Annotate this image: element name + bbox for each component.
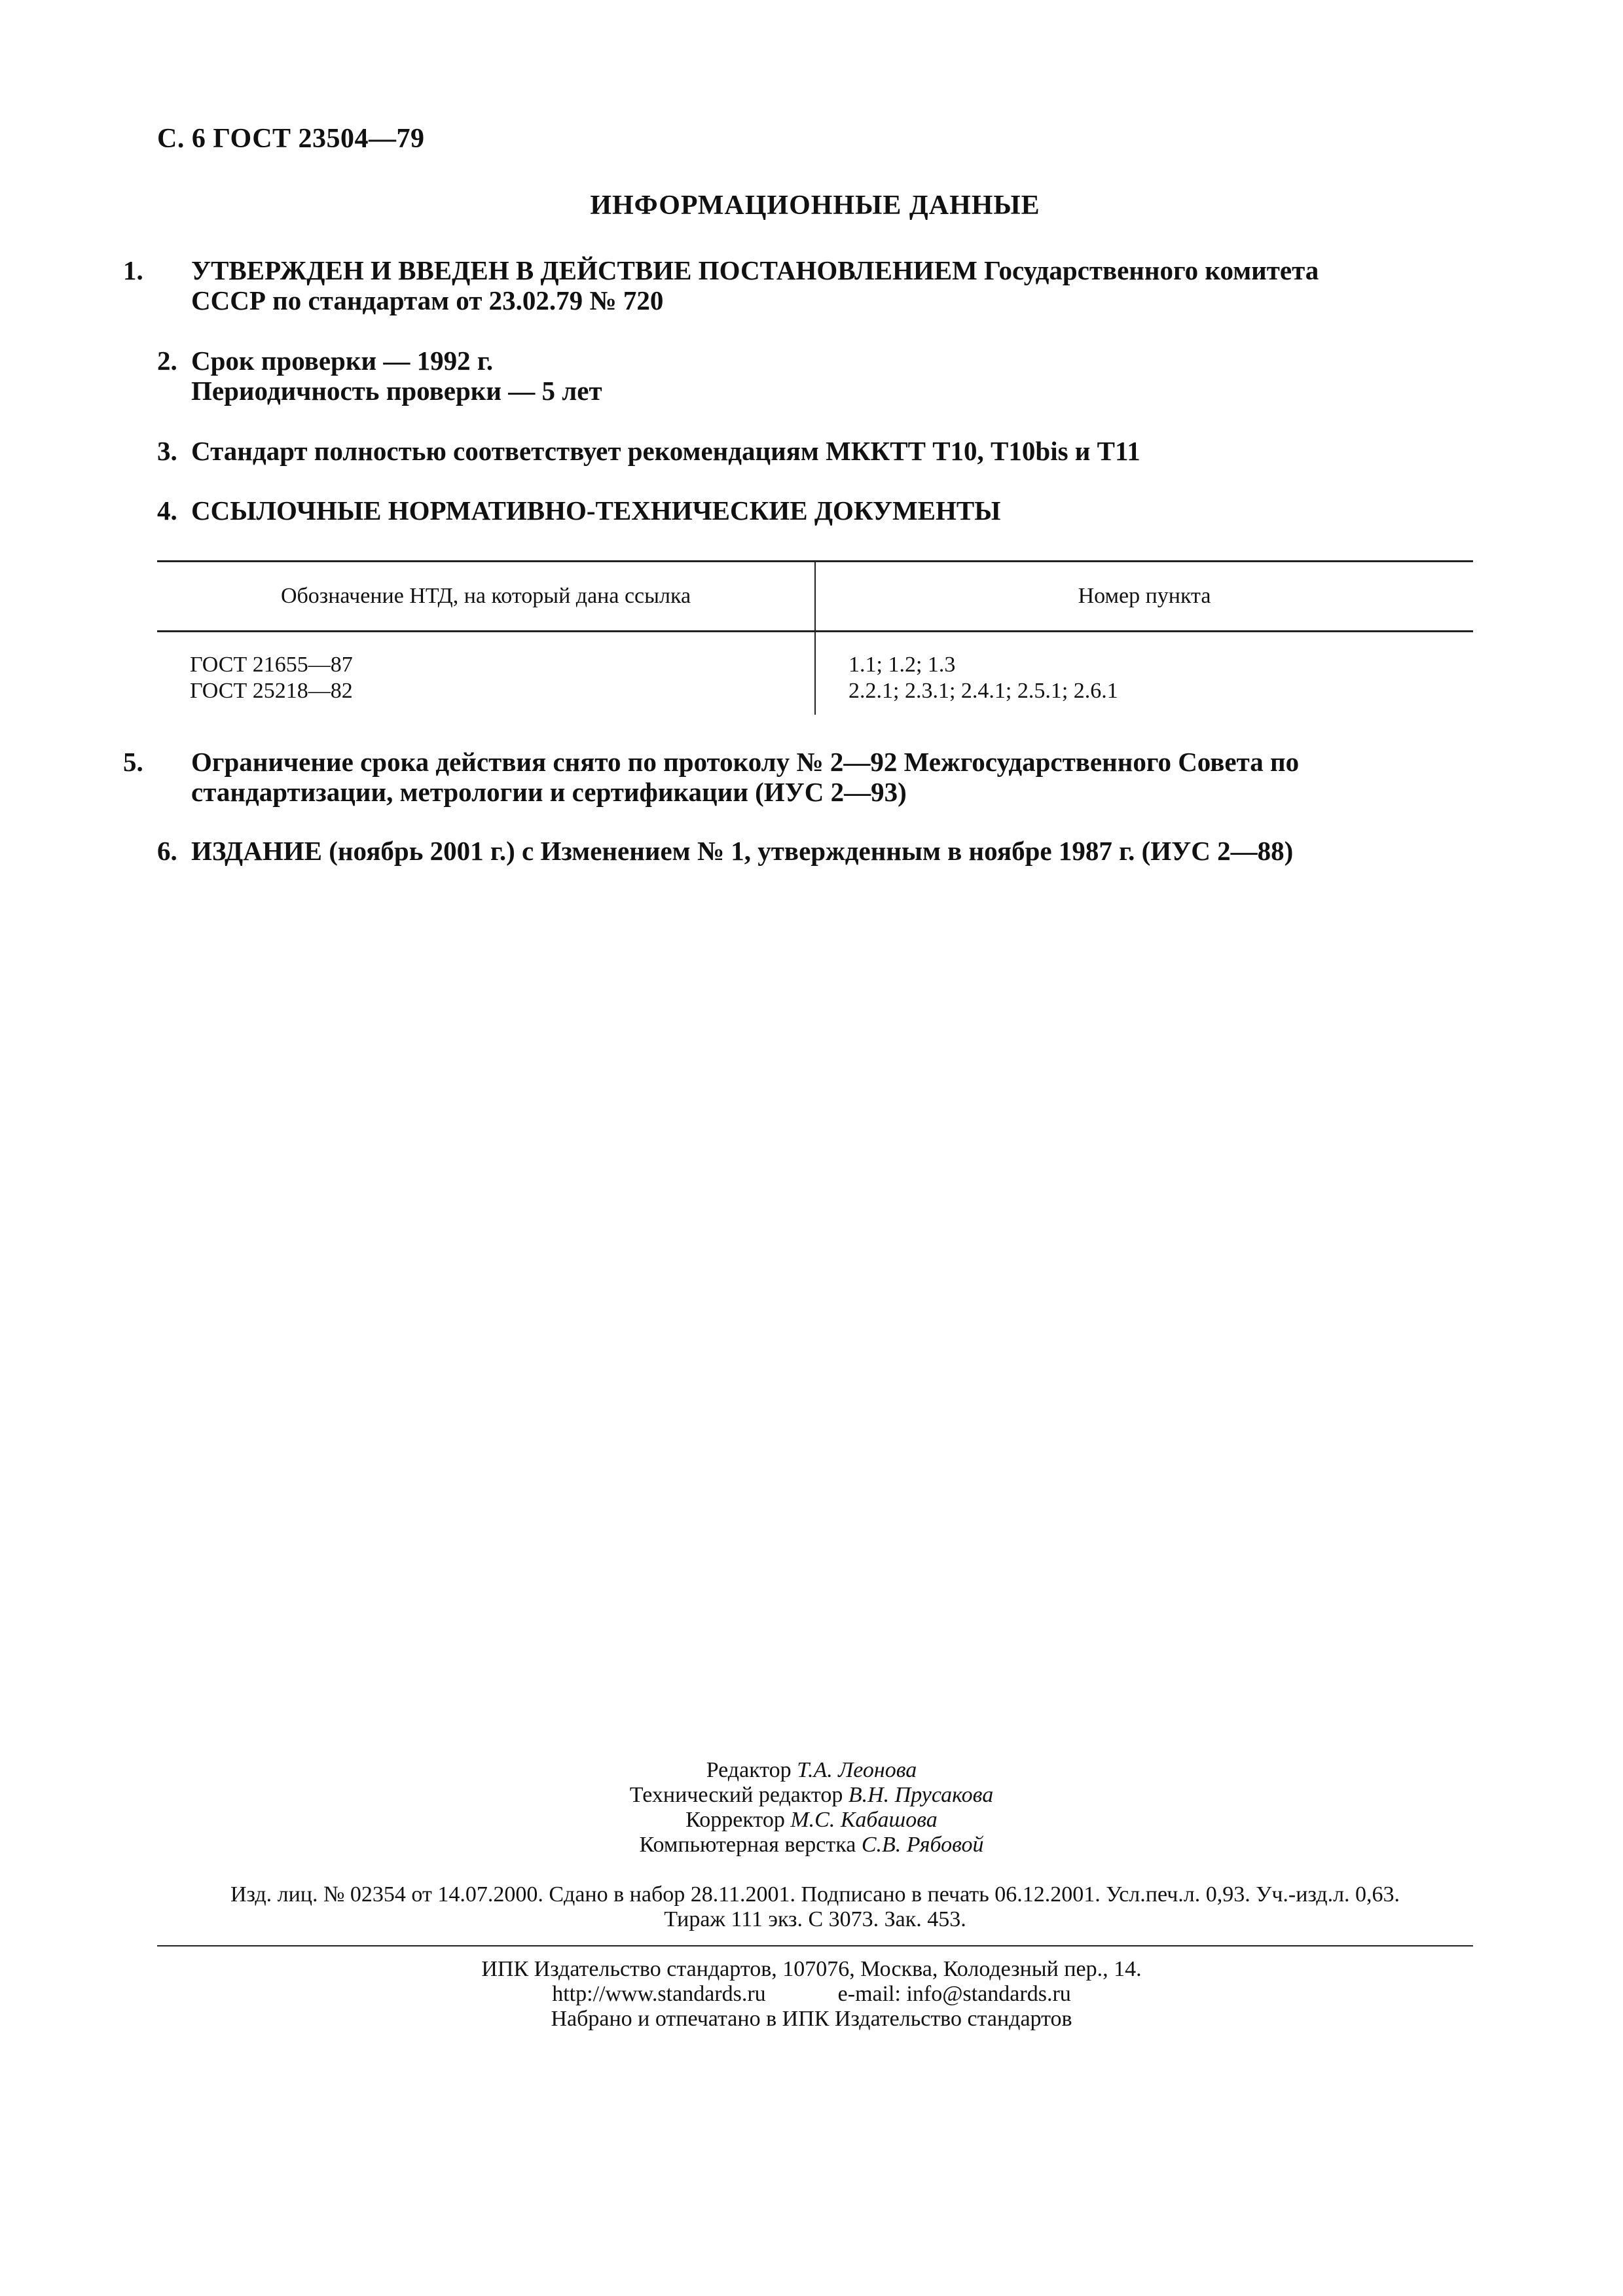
table-header-row: [157, 562, 1473, 632]
info-item-text: ИЗДАНИЕ (ноябрь 2001 г.) с Изменением № 1, утвержденным в ноябре 1987 г. (ИУС 2—88): [191, 836, 1294, 866]
info-item-number: 3.: [157, 436, 177, 466]
info-item-5: [123, 747, 1473, 807]
column-header-clause: Номер пункта: [815, 562, 1473, 632]
credit-line: [0, 1783, 1623, 1808]
info-item-5-line-1: [123, 747, 1473, 777]
credit-role: Корректор: [685, 1808, 785, 1832]
publisher-block: [0, 1957, 1623, 2032]
clause-ref: 1.1; 1.2; 1.3: [848, 653, 956, 677]
info-item-text: УТВЕРЖДЕН И ВВЕДЕН В ДЕЙСТВИЕ ПОСТАНОВЛЕНИЕМ Государственного комитета: [191, 255, 1319, 285]
credit-person: М.С. Кабашова: [790, 1808, 938, 1832]
info-item-number: 5.: [123, 747, 143, 777]
info-item-1-line-1: [123, 255, 1473, 285]
clause-ref: 2.2.1; 2.3.1; 2.4.1; 2.5.1; 2.6.1: [848, 679, 1118, 703]
info-item-text: Срок проверки — 1992 г.: [191, 346, 494, 376]
credit-role: Редактор: [706, 1758, 792, 1782]
info-item-6: [157, 836, 1473, 866]
info-item-2-line-2: Периодичность проверки — 5 лет: [191, 376, 602, 406]
print-info-line-2: Тираж 111 экз. С 3073. Зак. 453.: [664, 1907, 966, 1931]
credit-person: В.Н. Прусакова: [848, 1783, 994, 1807]
info-item-3-line-1: [157, 436, 1473, 466]
column-header-document: Обозначение НТД, на который дана ссылка: [157, 562, 815, 632]
publisher-contacts: [0, 1982, 1623, 2007]
publisher-address: ИПК Издательство стандартов, 107076, Москва, Колодезный пер., 14.: [481, 1957, 1142, 1981]
info-item-4: [157, 495, 1473, 526]
info-item-2-line-1: [157, 346, 1473, 376]
divider: [157, 1945, 1473, 1946]
info-item-2: [157, 346, 1473, 406]
info-item-number: 6.: [157, 836, 177, 866]
info-item-text: Стандарт полностью соответствует рекомендациям МККТТ Т10, Т10bis и Т11: [191, 436, 1140, 466]
info-item-number: 4.: [157, 495, 177, 526]
print-info-line-1: Изд. лиц. № 02354 от 14.07.2000. Сдано в набор 28.11.2001. Подписано в печать 06.12.2001. Усл.печ.л. 0,93. Уч.-изд.л. 0,63.: [230, 1882, 1400, 1907]
info-item-text: Ограничение срока действия снято по протоколу № 2—92 Межгосударственного Совета по: [191, 747, 1300, 777]
document-ref: ГОСТ 25218—82: [190, 679, 353, 703]
table-cell-clauses: [815, 632, 1473, 715]
info-item-1: [123, 255, 1473, 315]
credit-person: С.В. Рябовой: [861, 1833, 984, 1857]
table-row: [157, 632, 1473, 715]
credit-line: [0, 1833, 1623, 1857]
print-info: [157, 1882, 1473, 1932]
info-item-number: 1.: [123, 255, 143, 285]
page-header: С. 6 ГОСТ 23504—79: [157, 124, 425, 154]
info-item-1-line-2: СССР по стандартам от 23.02.79 № 720: [191, 285, 664, 315]
table-cell-document: [157, 632, 815, 715]
info-item-number: 2.: [157, 346, 177, 376]
document-ref: ГОСТ 21655—87: [190, 653, 353, 677]
credit-person: Т.А. Леонова: [797, 1758, 917, 1782]
reference-documents-table: [157, 560, 1473, 715]
info-item-6-line-1: [157, 836, 1473, 866]
credit-line: [0, 1758, 1623, 1783]
publisher-website: http://www.standards.ru: [552, 1982, 766, 2006]
credit-role: Компьютерная верстка: [639, 1833, 856, 1857]
publisher-email: e-mail: info@standards.ru: [837, 1982, 1071, 2006]
info-item-text: ССЫЛОЧНЫЕ НОРМАТИВНО-ТЕХНИЧЕСКИЕ ДОКУМЕНТЫ: [191, 495, 1001, 526]
info-item-3: [157, 436, 1473, 466]
credit-line: [0, 1808, 1623, 1833]
publisher-printed-by: Набрано и отпечатано в ИПК Издательство стандартов: [551, 2007, 1072, 2031]
info-item-4-line-1: [157, 495, 1473, 526]
credit-role: Технический редактор: [629, 1783, 843, 1807]
credits-block: [0, 1758, 1623, 1857]
section-title: ИНФОРМАЦИОННЫЕ ДАННЫЕ: [590, 190, 1040, 221]
info-item-5-line-2: стандартизации, метрологии и сертификации (ИУС 2—93): [191, 777, 907, 807]
